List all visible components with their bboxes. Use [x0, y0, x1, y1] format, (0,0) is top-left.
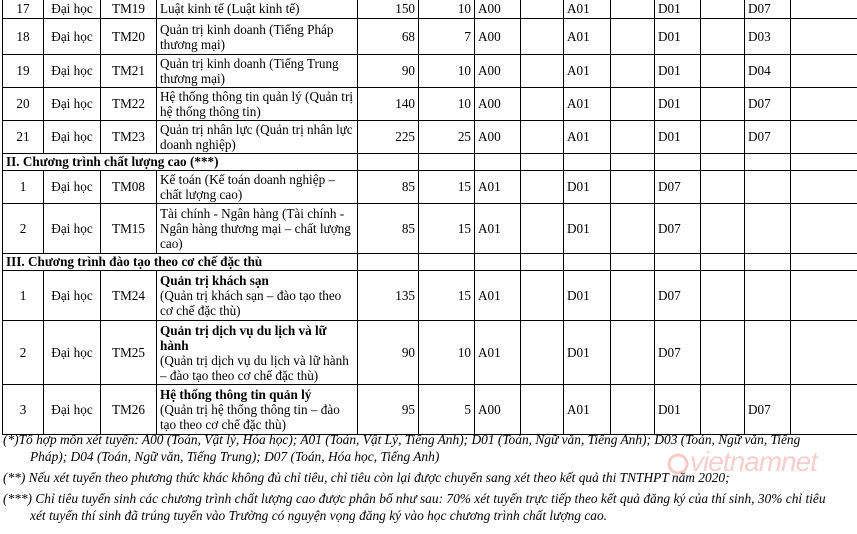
empty-cell: [701, 121, 745, 154]
empty-cell: [611, 121, 655, 154]
combo-cell: A01: [475, 204, 521, 254]
major-name: Quản trị kinh doanh (Tiếng Trung thương mại): [157, 55, 358, 88]
empty-cell: [701, 88, 745, 121]
empty-cell: [564, 154, 611, 171]
empty-cell: [521, 171, 564, 204]
combo-cell: D01: [655, 88, 701, 121]
table-row: [3, 88, 857, 121]
combo-cell: A01: [564, 121, 611, 154]
empty-cell: [791, 321, 857, 385]
empty-cell: [611, 204, 655, 254]
combo-cell: D07: [655, 321, 701, 385]
empty-cell: [791, 19, 857, 55]
quota-other-cell: 15: [419, 204, 475, 254]
empty-cell: [521, 385, 564, 435]
combo-cell: A00: [475, 19, 521, 55]
major-name: Kế toán (Kế toán doanh nghiệp – chất lượng cao): [157, 171, 358, 204]
empty-cell: [701, 0, 745, 19]
combo-cell: A01: [564, 55, 611, 88]
empty-cell: [521, 321, 564, 385]
major-code: TM15: [101, 204, 157, 254]
empty-cell: [745, 204, 791, 254]
quota-cell: 95: [358, 385, 419, 435]
combo-cell: D01: [655, 385, 701, 435]
major-detail: (Quản trị hệ thống thông tin – đào tạo theo cơ chế đặc thù): [160, 402, 340, 432]
admission-table: [2, 0, 857, 435]
empty-cell: [791, 171, 857, 204]
major-name: [157, 271, 358, 321]
major-name: Quản trị kinh doanh (Tiếng Pháp thương mại): [157, 19, 358, 55]
major-code: TM22: [101, 88, 157, 121]
row-number: 19: [3, 55, 44, 88]
table-row: [3, 171, 857, 204]
empty-cell: [521, 254, 564, 271]
empty-cell: [745, 254, 791, 271]
empty-cell: [791, 121, 857, 154]
combo-cell: D07: [745, 121, 791, 154]
combo-cell: D01: [655, 19, 701, 55]
combo-cell: D07: [745, 0, 791, 19]
combo-cell: D01: [564, 171, 611, 204]
empty-cell: [701, 321, 745, 385]
major-code: TM19: [101, 0, 157, 19]
major-code: TM20: [101, 19, 157, 55]
level-cell: Đại học: [44, 204, 101, 254]
major-name: Tài chính - Ngân hàng (Tài chính - Ngân hàng thương mại – chất lượng cao): [157, 204, 358, 254]
footnote-other-methods: (**) Nếu xét tuyển theo phương thức khác không đủ chỉ tiêu, chỉ tiêu còn lại được chuyển sang xét theo kết quả thi TNTHPT năm 2020;: [3, 470, 730, 485]
quota-other-cell: 10: [419, 88, 475, 121]
empty-cell: [475, 154, 521, 171]
empty-cell: [791, 55, 857, 88]
combo-cell: D07: [655, 204, 701, 254]
empty-cell: [701, 55, 745, 88]
quota-cell: 68: [358, 19, 419, 55]
combo-cell: D01: [564, 321, 611, 385]
empty-cell: [611, 271, 655, 321]
quota-cell: 225: [358, 121, 419, 154]
empty-cell: [791, 0, 857, 19]
table-row: [3, 0, 857, 19]
empty-cell: [791, 88, 857, 121]
section-title: II. Chương trình chất lượng cao (***): [3, 154, 358, 171]
major-name: [157, 385, 358, 435]
empty-cell: [655, 154, 701, 171]
major-name: [157, 321, 358, 385]
quota-other-cell: 10: [419, 55, 475, 88]
row-number: 1: [3, 271, 44, 321]
empty-cell: [611, 0, 655, 19]
empty-cell: [564, 254, 611, 271]
row-number: 3: [3, 385, 44, 435]
major-code: TM26: [101, 385, 157, 435]
row-number: 18: [3, 19, 44, 55]
quota-cell: 150: [358, 0, 419, 19]
combo-cell: A01: [564, 19, 611, 55]
footnote-combinations: (*)Tổ hợp môn xét tuyển: A00 (Toán, Vật lý, Hóa học); A01 (Toán, Vật Lý, Tiếng Anh); D01 (Toán, Ngữ văn, Tiếng Anh); D03 (Toán, Ngữ văn, Tiếng Pháp); D04 (Toán, Ngữ văn, Tiếng Trung); D07 (Toán, Hóa học, Tiếng Anh): [3, 432, 801, 464]
quota-cell: 140: [358, 88, 419, 121]
table-row: [3, 154, 857, 171]
empty-cell: [701, 271, 745, 321]
major-code: TM24: [101, 271, 157, 321]
quota-cell: 135: [358, 271, 419, 321]
combo-cell: D01: [564, 271, 611, 321]
quota-other-cell: 15: [419, 171, 475, 204]
combo-cell: D01: [655, 121, 701, 154]
empty-cell: [745, 271, 791, 321]
empty-cell: [419, 254, 475, 271]
empty-cell: [521, 154, 564, 171]
combo-cell: A00: [475, 55, 521, 88]
section-title: III. Chương trình đào tạo theo cơ chế đặc thù: [3, 254, 358, 271]
combo-cell: D01: [655, 55, 701, 88]
empty-cell: [701, 254, 745, 271]
major-detail: (Quản trị khách sạn – đào tạo theo cơ chế đặc thù): [160, 288, 342, 318]
combo-cell: A01: [564, 88, 611, 121]
row-number: 20: [3, 88, 44, 121]
empty-cell: [521, 0, 564, 19]
empty-cell: [655, 254, 701, 271]
empty-cell: [791, 271, 857, 321]
combo-cell: D03: [745, 19, 791, 55]
quota-other-cell: 10: [419, 0, 475, 19]
empty-cell: [611, 385, 655, 435]
row-number: 21: [3, 121, 44, 154]
table-row: [3, 385, 857, 435]
quota-other-cell: 5: [419, 385, 475, 435]
major-title: Quản trị dịch vụ du lịch và lữ hành: [160, 322, 327, 353]
level-cell: Đại học: [44, 19, 101, 55]
empty-cell: [521, 88, 564, 121]
level-cell: Đại học: [44, 385, 101, 435]
quota-other-cell: 25: [419, 121, 475, 154]
empty-cell: [791, 385, 857, 435]
empty-cell: [745, 321, 791, 385]
level-cell: Đại học: [44, 0, 101, 19]
empty-cell: [521, 19, 564, 55]
major-code: TM21: [101, 55, 157, 88]
major-name: Quản trị nhân lực (Quản trị nhân lực doanh nghiệp): [157, 121, 358, 154]
table-row: [3, 19, 857, 55]
combo-cell: A01: [475, 321, 521, 385]
major-code: TM25: [101, 321, 157, 385]
footnote-high-quality: (***) Chỉ tiêu tuyển sinh các chương trình chất lượng cao được phân bổ như sau: 70% xét tuyển trực tiếp theo kết quả đăng ký của thí sinh, 30% chỉ tiêu xét tuyển thí sinh đã trúng tuyển vào Trường có nguyện vọng đăng ký vào học chương trình chất lượng cao.: [3, 491, 826, 523]
empty-cell: [611, 154, 655, 171]
combo-cell: A01: [564, 0, 611, 19]
combo-cell: A00: [475, 385, 521, 435]
empty-cell: [521, 271, 564, 321]
watermark: vietnamnet: [690, 446, 817, 477]
level-cell: Đại học: [44, 321, 101, 385]
combo-cell: A00: [475, 121, 521, 154]
quota-cell: 85: [358, 171, 419, 204]
table-row: [3, 121, 857, 154]
level-cell: Đại học: [44, 271, 101, 321]
combo-cell: D07: [745, 385, 791, 435]
empty-cell: [611, 19, 655, 55]
empty-cell: [701, 204, 745, 254]
combo-cell: D01: [564, 204, 611, 254]
empty-cell: [475, 254, 521, 271]
combo-cell: D07: [655, 171, 701, 204]
watermark-logo-icon: [667, 453, 689, 475]
table-row: [3, 55, 857, 88]
empty-cell: [791, 204, 857, 254]
empty-cell: [611, 254, 655, 271]
table-row: [3, 321, 857, 385]
level-cell: Đại học: [44, 171, 101, 204]
combo-cell: D04: [745, 55, 791, 88]
row-number: 2: [3, 321, 44, 385]
empty-cell: [791, 154, 857, 171]
empty-cell: [358, 254, 419, 271]
row-number: 2: [3, 204, 44, 254]
quota-other-cell: 15: [419, 271, 475, 321]
major-title: Quản trị khách sạn: [160, 273, 269, 288]
combo-cell: D01: [655, 0, 701, 19]
major-detail: (Quản trị dịch vụ du lịch và lữ hành – đào tạo theo cơ chế đặc thù): [160, 352, 349, 383]
empty-cell: [611, 88, 655, 121]
quota-cell: 85: [358, 204, 419, 254]
empty-cell: [521, 121, 564, 154]
empty-cell: [701, 385, 745, 435]
quota-other-cell: 10: [419, 321, 475, 385]
row-number: 1: [3, 171, 44, 204]
combo-cell: A00: [475, 0, 521, 19]
empty-cell: [701, 171, 745, 204]
combo-cell: A01: [475, 171, 521, 204]
empty-cell: [419, 154, 475, 171]
empty-cell: [358, 154, 419, 171]
table-row: [3, 254, 857, 271]
level-cell: Đại học: [44, 88, 101, 121]
combo-cell: D07: [745, 88, 791, 121]
empty-cell: [791, 254, 857, 271]
major-name: Luật kinh tế (Luật kinh tế): [157, 0, 358, 19]
level-cell: Đại học: [44, 121, 101, 154]
combo-cell: A00: [475, 88, 521, 121]
empty-cell: [611, 171, 655, 204]
combo-cell: A01: [475, 271, 521, 321]
empty-cell: [745, 154, 791, 171]
major-title: Hệ thống thông tin quản lý: [160, 387, 312, 402]
empty-cell: [701, 19, 745, 55]
empty-cell: [701, 154, 745, 171]
combo-cell: D07: [655, 271, 701, 321]
major-code: TM23: [101, 121, 157, 154]
empty-cell: [521, 204, 564, 254]
empty-cell: [521, 55, 564, 88]
quota-other-cell: 7: [419, 19, 475, 55]
level-cell: Đại học: [44, 55, 101, 88]
empty-cell: [745, 171, 791, 204]
table-row: [3, 271, 857, 321]
major-name: Hệ thống thông tin quản lý (Quản trị hệ thống thông tin): [157, 88, 358, 121]
quota-cell: 90: [358, 55, 419, 88]
row-number: 17: [3, 0, 44, 19]
major-code: TM08: [101, 171, 157, 204]
table-row: [3, 204, 857, 254]
empty-cell: [611, 321, 655, 385]
quota-cell: 90: [358, 321, 419, 385]
combo-cell: A01: [564, 385, 611, 435]
empty-cell: [611, 55, 655, 88]
